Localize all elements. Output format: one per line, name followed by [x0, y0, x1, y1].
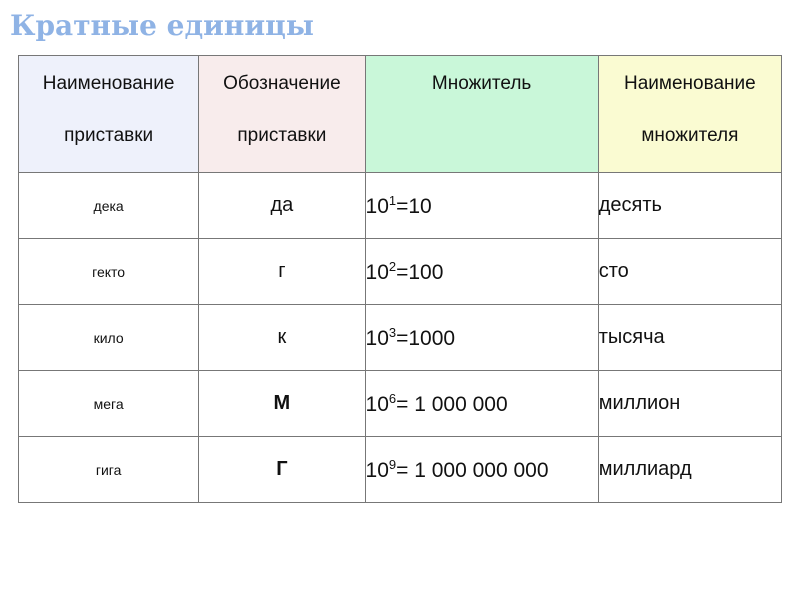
multiplier-exponent: 9	[388, 456, 397, 472]
multiplier-cell	[365, 371, 598, 437]
multiplier-value: =10	[396, 194, 432, 218]
multiplier-value: = 1 000 000 000	[396, 458, 549, 482]
prefix-name-cell: гига	[19, 437, 199, 503]
multiplier-base: 10	[365, 194, 389, 218]
header-prefix-name-line2: приставки	[64, 125, 154, 146]
header-prefix-symbol-line1: Обозначение	[223, 73, 341, 94]
multiplier-name-cell: сто	[598, 239, 781, 305]
multiplier-cell	[365, 173, 598, 239]
header-multiplier-name	[598, 56, 781, 173]
multiplier-base: 10	[365, 458, 389, 482]
table-row	[19, 437, 782, 503]
table-row	[19, 173, 782, 239]
multiplier-cell	[365, 239, 598, 305]
multiplier-exponent: 6	[388, 390, 397, 406]
header-multiplier-label: Множитель	[431, 73, 532, 94]
multiplier-exponent: 1	[388, 192, 397, 208]
table-header-row	[19, 56, 782, 173]
prefix-symbol-cell: Г	[199, 437, 365, 503]
multiplier-exponent: 2	[388, 258, 397, 274]
header-multiplier-name-line2: множителя	[641, 125, 739, 146]
header-prefix-name-line1: Наименование	[42, 73, 175, 94]
header-prefix-symbol-line2: приставки	[237, 125, 327, 146]
prefix-name-cell: мега	[19, 371, 199, 437]
multiplier-name-cell: тысяча	[598, 305, 781, 371]
multiplier-exponent: 3	[388, 324, 397, 340]
prefix-symbol-cell: М	[199, 371, 365, 437]
header-prefix-symbol	[199, 56, 365, 173]
multiplier-name-cell: миллион	[598, 371, 781, 437]
prefix-symbol-cell: г	[199, 239, 365, 305]
multiplier-cell	[365, 437, 598, 503]
header-multiplier	[365, 56, 598, 173]
header-multiplier-name-line1: Наименование	[624, 73, 756, 94]
multiplier-cell	[365, 305, 598, 371]
table-row	[19, 305, 782, 371]
multiplier-value: =100	[396, 260, 444, 284]
multiplier-value: =1000	[396, 326, 456, 350]
multiplier-base: 10	[365, 260, 389, 284]
prefix-name-cell: гекто	[19, 239, 199, 305]
multiplier-name-cell: миллиард	[598, 437, 781, 503]
table-row	[19, 371, 782, 437]
multiplier-value: = 1 000 000	[396, 392, 508, 416]
prefix-symbol-cell: да	[199, 173, 365, 239]
multiplier-base: 10	[365, 326, 389, 350]
prefix-symbol-cell: к	[199, 305, 365, 371]
prefix-name-cell: дека	[19, 173, 199, 239]
multiplier-base: 10	[365, 392, 389, 416]
page-title: Кратные единицы	[10, 9, 314, 42]
header-prefix-name	[19, 56, 199, 173]
prefixes-table	[18, 55, 782, 503]
multiplier-name-cell: десять	[598, 173, 781, 239]
prefix-name-cell: кило	[19, 305, 199, 371]
table-row	[19, 239, 782, 305]
